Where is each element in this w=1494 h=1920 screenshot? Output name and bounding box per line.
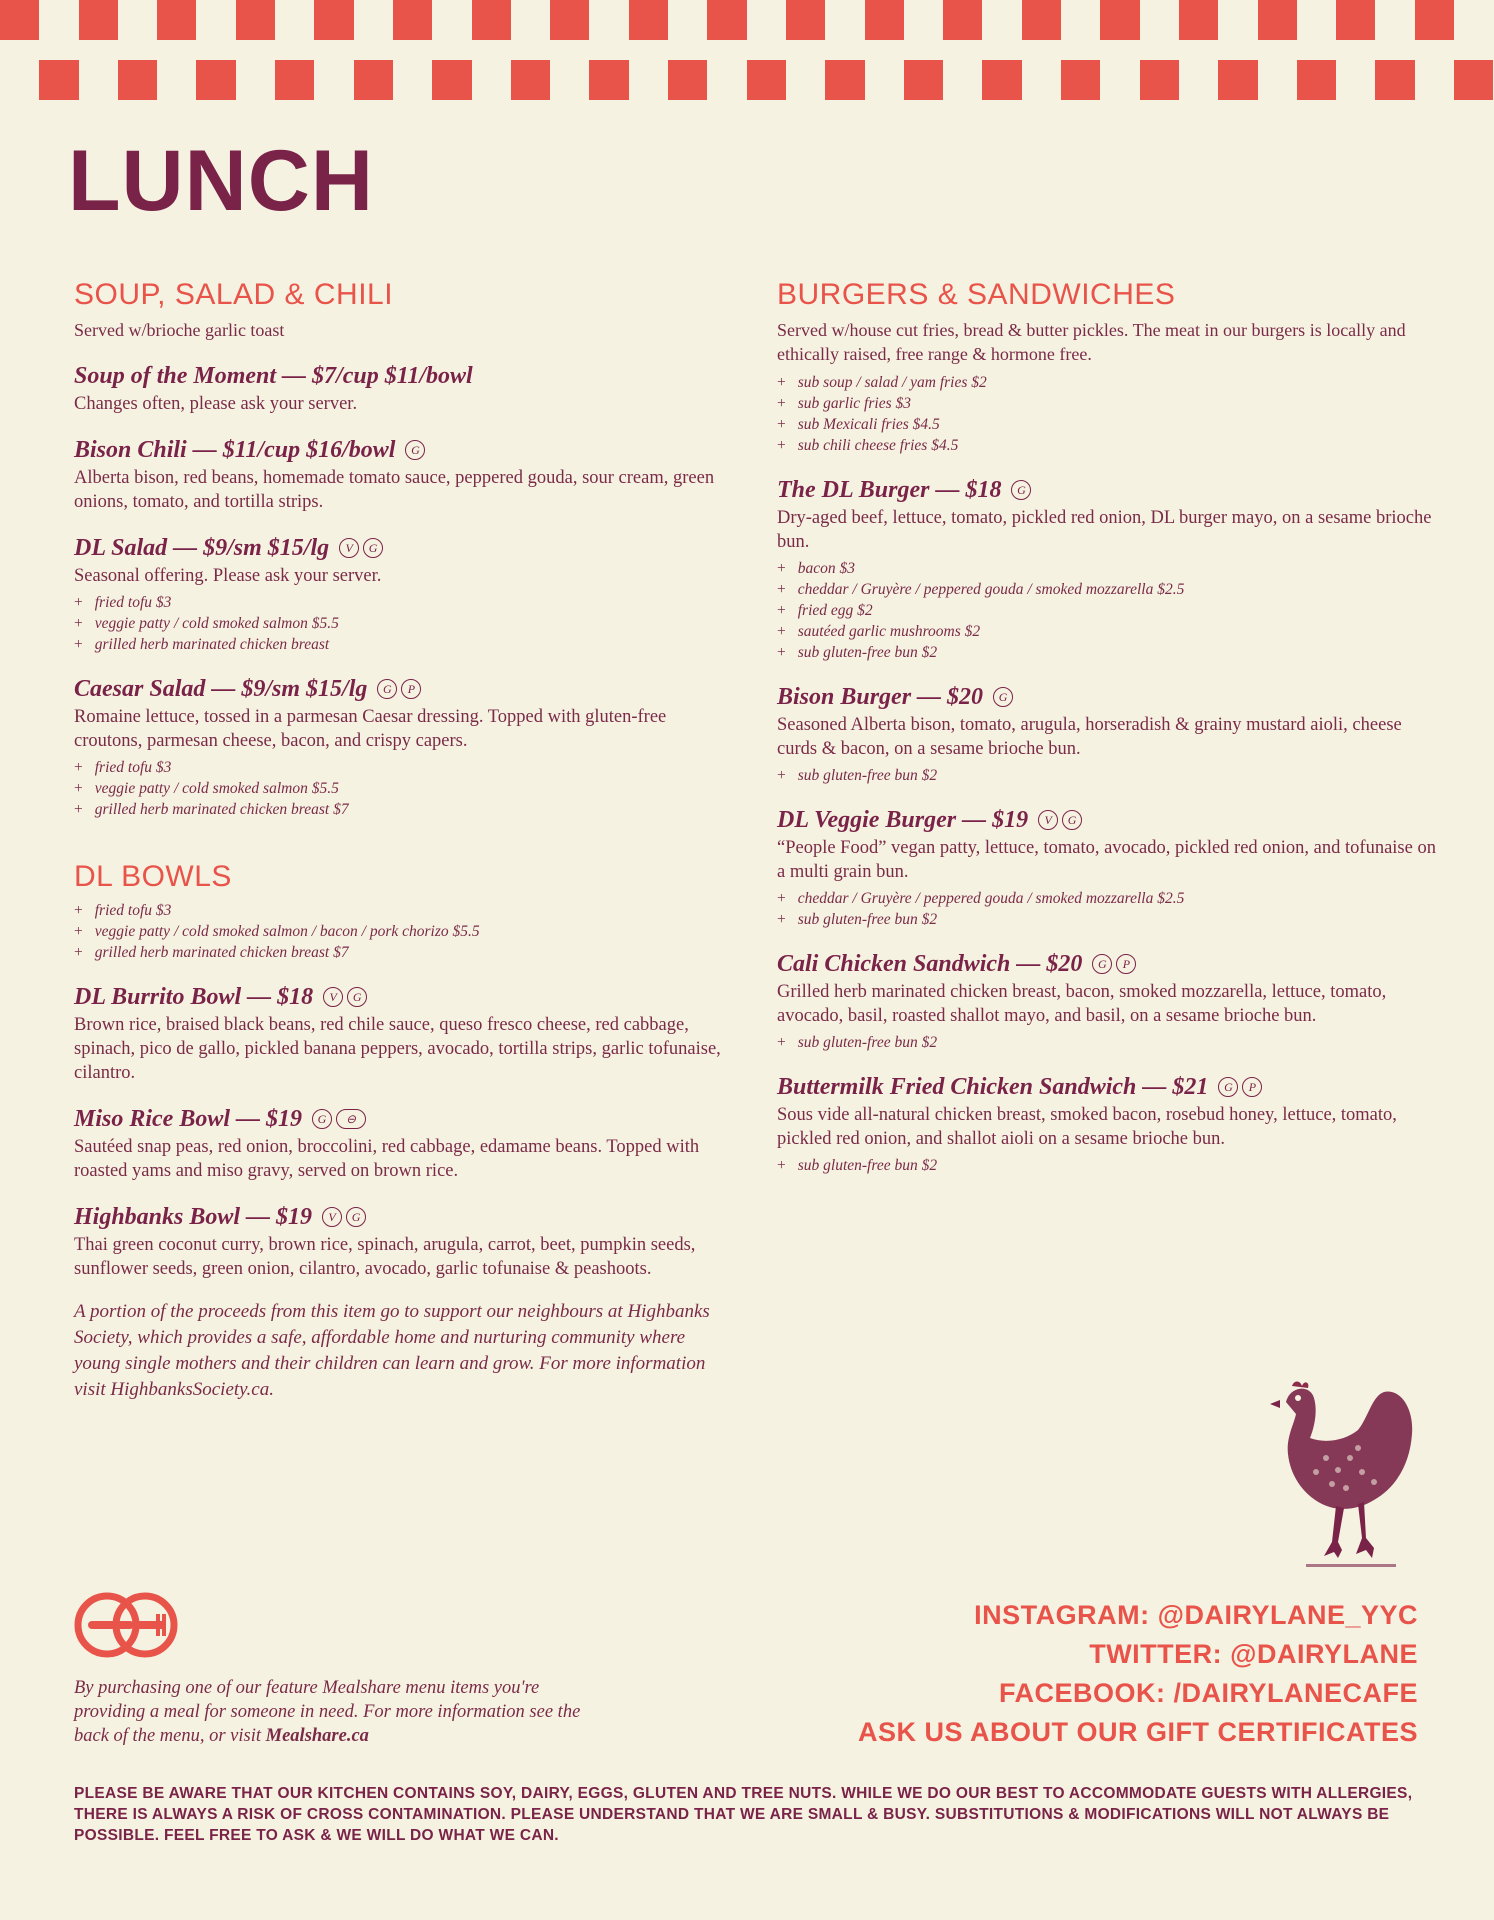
- menu-item: [74, 434, 734, 514]
- diet-badges: [1007, 480, 1031, 500]
- menu-item-name: Soup of the Moment — $7/cup $11/bowl: [74, 363, 473, 389]
- checker-square: [1375, 60, 1414, 100]
- addon-item: + sub soup / salad / yam fries $2: [777, 372, 1437, 393]
- menu-item-name: Bison Chili — $11/cup $16/bowl: [74, 437, 396, 463]
- checker-square: [354, 60, 393, 100]
- checker-square: [786, 0, 825, 40]
- addon-item: + sub gluten-free bun $2: [777, 1032, 1437, 1053]
- vegan-icon: V: [322, 1207, 342, 1227]
- checker-square: [511, 60, 550, 100]
- menu-item-name: Caesar Salad — $9/sm $15/lg: [74, 676, 368, 702]
- mealshare-logo: [74, 1592, 178, 1658]
- checker-square: [943, 60, 982, 100]
- checker-square: [0, 0, 39, 40]
- checker-square: [707, 0, 746, 40]
- addons-list: [74, 757, 734, 820]
- addon-item: + sautéed garlic mushrooms $2: [777, 621, 1437, 642]
- checker-square: [668, 60, 707, 100]
- addon-item: + sub gluten-free bun $2: [777, 1155, 1437, 1176]
- checker-square: [472, 60, 511, 100]
- menu-item: [74, 981, 734, 1085]
- checker-square: [196, 0, 235, 40]
- menu-item-title: [74, 981, 734, 1013]
- addon-item: + veggie patty / cold smoked salmon $5.5: [74, 613, 734, 634]
- checker-square: [1022, 60, 1061, 100]
- section-subtitle: Served w/house cut fries, bread & butter pickles. The meat in our burgers is locally and ethically raised, free range & hormone free.: [777, 320, 1406, 364]
- gluten-free-icon: G: [993, 687, 1013, 707]
- checker-square: [275, 60, 314, 100]
- menu-item-description: Seasoned Alberta bison, tomato, arugula, horseradish & grainy mustard aioli, cheese curds & bacon, on a sesame brioche bun.: [777, 715, 1402, 759]
- diet-badges: [318, 1207, 366, 1227]
- menu-item-description: Thai green coconut curry, brown rice, spinach, arugula, carrot, beet, pumpkin seeds, sunflower seeds, green onion, cilantro, avocado, garlic tofunaise & peashoots.: [74, 1235, 696, 1279]
- menu-item-title: [74, 532, 734, 564]
- checker-square: [1415, 0, 1454, 40]
- burgers-section: [777, 278, 1437, 1176]
- checker-square: [118, 60, 157, 100]
- checker-square: [1140, 60, 1179, 100]
- checker-square: [118, 0, 157, 40]
- diet-badges: [989, 687, 1013, 707]
- addons-list: [777, 372, 1437, 456]
- menu-item-description: Alberta bison, red beans, homemade tomato sauce, peppered gouda, sour cream, green onions, tomato, and tortilla strips.: [74, 468, 715, 512]
- menu-item-title: [74, 434, 734, 466]
- gift-certificates-note: ASK US ABOUT OUR GIFT CERTIFICATES: [858, 1717, 1418, 1747]
- mealshare-link[interactable]: Mealshare.ca: [265, 1726, 369, 1746]
- diet-badges: [319, 987, 367, 1007]
- checker-square: [1100, 0, 1139, 40]
- menu-item-title: [777, 804, 1437, 836]
- gluten-free-icon: G: [363, 538, 383, 558]
- checker-square: [157, 60, 196, 100]
- menu-item: [74, 1201, 734, 1281]
- checker-square: [1454, 60, 1493, 100]
- allergy-notice: PLEASE BE AWARE THAT OUR KITCHEN CONTAINS SOY, DAIRY, EGGS, GLUTEN AND TREE NUTS. WHILE WE DO OUR BEST TO ACCOMMODATE GUESTS WITH ALLERGIES, THERE IS ALWAYS A RISK OF CROSS CONTAMINATION. PLEASE UNDERSTAND THAT WE ARE SMALL & BUSY. SUBSTITUTIONS & MODIFICATIONS WILL NOT ALWAYS BE POSSIBLE. FEEL FREE TO ASK & WE WILL DO WHAT WE CAN.: [74, 1785, 1413, 1844]
- addon-item: + fried egg $2: [777, 600, 1437, 621]
- checker-square: [79, 60, 118, 100]
- checker-square: [354, 0, 393, 40]
- soup-salad-section: [74, 278, 734, 820]
- checker-square: [1258, 60, 1297, 100]
- addons-list: [777, 1032, 1437, 1053]
- checker-square: [747, 60, 786, 100]
- menu-item: [74, 673, 734, 820]
- checker-square: [1061, 60, 1100, 100]
- checker-square: [1336, 0, 1375, 40]
- diet-badges: [1034, 810, 1082, 830]
- gluten-free-icon: G: [1062, 810, 1082, 830]
- checker-square: [629, 0, 668, 40]
- checker-square: [707, 60, 746, 100]
- gluten-free-icon: G: [347, 987, 367, 1007]
- checker-square: [196, 60, 235, 100]
- checker-square: [589, 0, 628, 40]
- checker-square: [865, 60, 904, 100]
- menu-item-description: Grilled herb marinated chicken breast, bacon, smoked mozzarella, lettuce, tomato, avocado, basil, roasted shallot mayo, and basil, on a sesame brioche bun.: [777, 982, 1387, 1026]
- menu-item-title: [74, 360, 734, 392]
- addons-list: [74, 592, 734, 655]
- checker-square: [236, 0, 275, 40]
- vegan-icon: V: [323, 987, 343, 1007]
- checker-square: [314, 0, 353, 40]
- addons-list: [777, 888, 1437, 930]
- addons-list: [777, 558, 1437, 663]
- checker-square: [1100, 60, 1139, 100]
- checker-square: [432, 60, 471, 100]
- left-column: [74, 278, 734, 1403]
- menu-item: [777, 948, 1437, 1053]
- addon-item: + sub gluten-free bun $2: [777, 642, 1437, 663]
- social-links: [858, 1596, 1418, 1752]
- menu-item-name: DL Burrito Bowl — $18: [74, 984, 314, 1010]
- checker-square: [157, 0, 196, 40]
- menu-item-name: Bison Burger — $20: [777, 684, 984, 710]
- checker-square: [1297, 0, 1336, 40]
- pork-icon: P: [401, 679, 421, 699]
- checker-square: [1140, 0, 1179, 40]
- checker-square: [825, 60, 864, 100]
- checker-square: [511, 0, 550, 40]
- checker-square: [393, 0, 432, 40]
- menu-item-name: Miso Rice Bowl — $19: [74, 1106, 303, 1132]
- addon-item: + fried tofu $3: [74, 757, 734, 778]
- checker-square: [1336, 60, 1375, 100]
- menu-item-name: Cali Chicken Sandwich — $20: [777, 951, 1083, 977]
- addon-item: + sub gluten-free bun $2: [777, 765, 1437, 786]
- diet-badges: [1088, 954, 1136, 974]
- diet-badges: [335, 538, 383, 558]
- menu-item: [74, 1103, 734, 1183]
- menu-item: [777, 474, 1437, 663]
- menu-item-name: Highbanks Bowl — $19: [74, 1204, 313, 1230]
- checker-square: [1061, 0, 1100, 40]
- checker-square: [550, 0, 589, 40]
- checker-square: [943, 0, 982, 40]
- checker-square: [1297, 60, 1336, 100]
- checker-square: [1258, 0, 1297, 40]
- menu-item-title: [74, 1201, 734, 1233]
- checker-square: [393, 60, 432, 100]
- mealshare-text-body: By purchasing one of our feature Mealshare menu items you're providing a meal for someone in need. For more information see the back of the menu, or visit: [74, 1678, 581, 1746]
- checker-square: [39, 0, 78, 40]
- menu-item-description: “People Food” vegan patty, lettuce, tomato, avocado, pickled red onion, and tofunaise on a multi grain bun.: [777, 838, 1436, 882]
- checker-square: [904, 0, 943, 40]
- checker-square: [747, 0, 786, 40]
- addon-item: + veggie patty / cold smoked salmon / bacon / pork chorizo $5.5: [74, 921, 734, 942]
- addon-item: + grilled herb marinated chicken breast $7: [74, 799, 734, 820]
- menu-item: [777, 681, 1437, 786]
- checker-square: [668, 0, 707, 40]
- checker-square: [1022, 0, 1061, 40]
- checker-square: [432, 0, 471, 40]
- menu-item: [74, 532, 734, 655]
- menu-item: [777, 1071, 1437, 1176]
- bowls-section: [74, 860, 734, 1403]
- addons-list: [777, 765, 1437, 786]
- section-subtitle: Served w/brioche garlic toast: [74, 320, 285, 340]
- checker-square: [589, 60, 628, 100]
- checker-square: [1179, 60, 1218, 100]
- gluten-free-icon: G: [377, 679, 397, 699]
- addon-item: + grilled herb marinated chicken breast: [74, 634, 734, 655]
- diet-badges: [401, 440, 425, 460]
- checker-square: [982, 60, 1021, 100]
- checker-square: [865, 0, 904, 40]
- addon-item: + cheddar / Gruyère / peppered gouda / smoked mozzarella $2.5: [777, 579, 1437, 600]
- gluten-free-icon: G: [346, 1207, 366, 1227]
- menu-item-description: Brown rice, braised black beans, red chile sauce, queso fresco cheese, red cabbage, spinach, pico de gallo, pickled banana peppers, avocado, tortilla strips, garlic tofunaise, cilantro.: [74, 1015, 721, 1083]
- checker-square: [825, 0, 864, 40]
- menu-item-title: [777, 948, 1437, 980]
- gluten-free-icon: G: [1011, 480, 1031, 500]
- hen-illustration: [1266, 1378, 1426, 1574]
- addons-list: [777, 1155, 1437, 1176]
- checker-square: [629, 60, 668, 100]
- checker-square: [550, 60, 589, 100]
- right-column: [777, 278, 1437, 1176]
- addon-item: + grilled herb marinated chicken breast $7: [74, 942, 734, 963]
- checker-square: [236, 60, 275, 100]
- checker-square: [982, 0, 1021, 40]
- pork-icon: P: [1242, 1077, 1262, 1097]
- vegan-icon: V: [339, 538, 359, 558]
- gluten-free-icon: G: [312, 1109, 332, 1129]
- checker-square: [472, 0, 511, 40]
- addon-item: + cheddar / Gruyère / peppered gouda / smoked mozzarella $2.5: [777, 888, 1437, 909]
- menu-item: [777, 804, 1437, 930]
- menu-item-description: Seasonal offering. Please ask your server.: [74, 566, 382, 586]
- checker-square: [314, 60, 353, 100]
- facebook-handle[interactable]: FACEBOOK: /DAIRYLANECAFE: [998, 1678, 1418, 1708]
- checker-square: [1454, 0, 1493, 40]
- checker-square: [904, 60, 943, 100]
- menu-item-title: [777, 1071, 1437, 1103]
- menu-item-name: Buttermilk Fried Chicken Sandwich — $21: [777, 1074, 1209, 1100]
- checker-square: [1218, 60, 1257, 100]
- menu-item-name: DL Salad — $9/sm $15/lg: [74, 535, 330, 561]
- menu-item-name: DL Veggie Burger — $19: [777, 807, 1029, 833]
- section-heading: SOUP, SALAD & CHILI: [74, 278, 394, 311]
- checker-square: [786, 60, 825, 100]
- addons-list: [74, 900, 734, 963]
- menu-item-title: [777, 474, 1437, 506]
- menu-item-description: Changes often, please ask your server.: [74, 394, 358, 414]
- checker-square: [1415, 60, 1454, 100]
- addon-item: + sub chili cheese fries $4.5: [777, 435, 1437, 456]
- highbanks-note: A portion of the proceeds from this item go to support our neighbours at Highbanks Society, which provides a safe, affordable home and nurturing community where young single mothers and their children can learn and grow. For more information visit HighbanksSociety.ca.: [74, 1301, 710, 1400]
- page-title: LUNCH: [68, 133, 374, 229]
- section-heading: DL BOWLS: [74, 860, 232, 893]
- menu-item-description: Sous vide all-natural chicken breast, smoked bacon, rosebud honey, lettuce, tomato, pickled red onion, and shallot aioli on a sesame brioche bun.: [777, 1105, 1397, 1149]
- menu-item-title: [74, 1103, 734, 1135]
- menu-item-name: The DL Burger — $18: [777, 477, 1002, 503]
- menu-item-description: Sautéed snap peas, red onion, broccolini, red cabbage, edamame beans. Topped with roasted yams and miso gravy, served on brown rice.: [74, 1137, 700, 1181]
- instagram-handle[interactable]: INSTAGRAM: @DAIRYLANE_YYC: [974, 1600, 1418, 1630]
- addon-item: + sub gluten-free bun $2: [777, 909, 1437, 930]
- checker-square: [39, 60, 78, 100]
- diet-badges: [308, 1109, 366, 1129]
- mealshare-text: [74, 1676, 614, 1748]
- twitter-handle[interactable]: TWITTER: @DAIRYLANE: [1089, 1639, 1418, 1669]
- vegan-icon: V: [1038, 810, 1058, 830]
- menu-item-title: [777, 681, 1437, 713]
- addon-item: + fried tofu $3: [74, 592, 734, 613]
- addon-item: + veggie patty / cold smoked salmon $5.5: [74, 778, 734, 799]
- pork-icon: P: [1116, 954, 1136, 974]
- menu-item: [74, 360, 734, 416]
- mealshare-icon: ⊖: [336, 1109, 366, 1129]
- gluten-free-icon: G: [1092, 954, 1112, 974]
- menu-item-description: Dry-aged beef, lettuce, tomato, pickled red onion, DL burger mayo, on a sesame brioche bun.: [777, 508, 1432, 552]
- checker-square: [1218, 0, 1257, 40]
- checker-square: [1375, 0, 1414, 40]
- diet-badges: [373, 679, 421, 699]
- addon-item: + bacon $3: [777, 558, 1437, 579]
- addon-item: + fried tofu $3: [74, 900, 734, 921]
- gluten-free-icon: G: [1218, 1077, 1238, 1097]
- addon-item: + sub Mexicali fries $4.5: [777, 414, 1437, 435]
- menu-item-title: [74, 673, 734, 705]
- addon-item: + sub garlic fries $3: [777, 393, 1437, 414]
- checker-square: [79, 0, 118, 40]
- diet-badges: [1214, 1077, 1262, 1097]
- checker-square: [275, 0, 314, 40]
- gluten-free-icon: G: [405, 440, 425, 460]
- menu-item-description: Romaine lettuce, tossed in a parmesan Caesar dressing. Topped with gluten-free croutons, parmesan cheese, bacon, and crispy capers.: [74, 707, 667, 751]
- section-heading: BURGERS & SANDWICHES: [777, 278, 1176, 311]
- checker-square: [1179, 0, 1218, 40]
- checker-square: [0, 60, 39, 100]
